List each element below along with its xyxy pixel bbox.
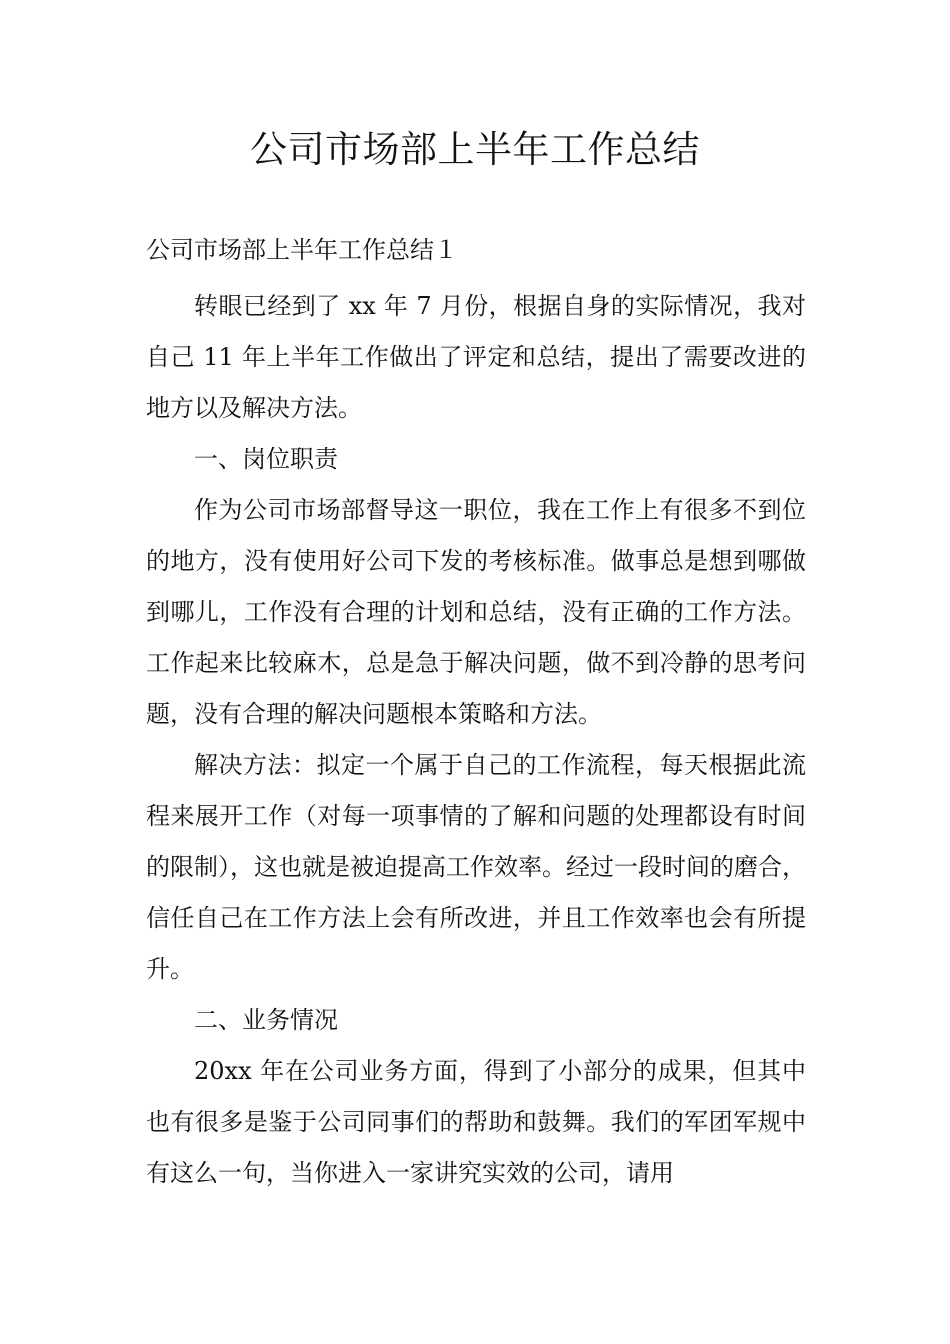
document-title: 公司市场部上半年工作总结 bbox=[250, 128, 700, 171]
paragraph-solution: 解决方法：拟定一个属于自己的工作流程，每天根据此流程来展开工作（对每一项事情的了解和问题的处理都设有时间的限制），这也就是被迫提高工作效率。经过一段时间的磨合，信任自己在工作方法上会有所改进，并且工作效率也会有所提升。 bbox=[146, 751, 806, 983]
section-heading-business: 二、业务情况 bbox=[194, 1006, 338, 1034]
document-body bbox=[146, 281, 806, 1199]
section-heading-duties: 一、岗位职责 bbox=[194, 445, 338, 473]
paragraph-duties: 作为公司市场部督导这一职位，我在工作上有很多不到位的地方，没有使用好公司下发的考核标准。做事总是想到哪做到哪儿，工作没有合理的计划和总结，没有正确的工作方法。工作起来比较麻木，总是急于解决问题，做不到冷静的思考问题，没有合理的解决问题根本策略和方法。 bbox=[146, 496, 806, 728]
paragraph-intro: 转眼已经到了 xx 年 7 月份，根据自身的实际情况，我对自己 11 年上半年工作做出了评定和总结，提出了需要改进的地方以及解决方法。 bbox=[146, 292, 806, 422]
paragraph-business: 20xx 年在公司业务方面，得到了小部分的成果，但其中也有很多是鉴于公司同事们的帮助和鼓舞。我们的军团军规中有这么一句，当你进入一家讲究实效的公司，请用 bbox=[146, 1057, 806, 1187]
document-subtitle: 公司市场部上半年工作总结１ bbox=[146, 236, 458, 264]
